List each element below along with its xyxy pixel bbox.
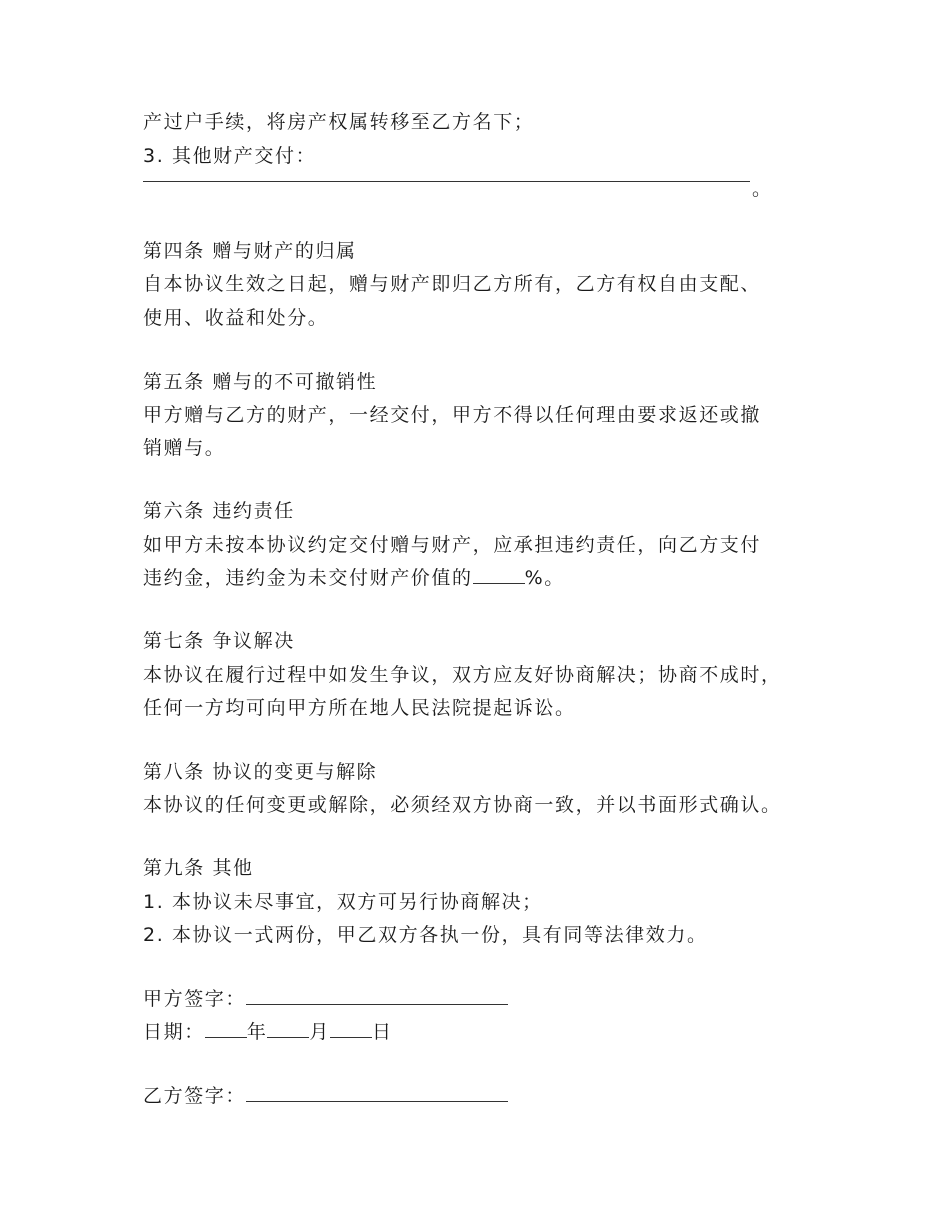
article-5-title: 第五条 赠与的不可撤销性 (143, 371, 378, 393)
party-b-signature-blank[interactable] (246, 1083, 508, 1102)
article-5-text-1: 甲方赠与乙方的财产，一经交付，甲方不得以任何理由要求返还或撤 (143, 404, 762, 426)
transfer-clause-text: 产过户手续，将房产权属转移至乙方名下； (143, 111, 535, 133)
percent-sign: %。 (524, 567, 565, 589)
article-6-text-2 (143, 565, 565, 591)
month-label: 月 (309, 1021, 331, 1043)
day-blank[interactable] (330, 1019, 372, 1038)
article-7-text-2: 任何一方均可向甲方所在地人民法院提起诉讼。 (143, 697, 576, 719)
party-b-signature-label: 乙方签字： (143, 1085, 247, 1107)
party-a-signature-label: 甲方签字： (143, 988, 247, 1010)
month-blank[interactable] (267, 1019, 309, 1038)
article-7-text-1: 本协议在履行过程中如发生争议，双方应友好协商解决；协商不成时， (143, 664, 782, 686)
party-a-signature-row (143, 986, 508, 1012)
article-8-title: 第八条 协议的变更与解除 (143, 761, 378, 783)
article-7-title: 第七条 争议解决 (143, 630, 295, 652)
article-9-title: 第九条 其他 (143, 857, 254, 879)
article-4-text-1: 自本协议生效之日起，赠与财产即归乙方所有，乙方有权自由支配、 (143, 273, 762, 295)
article-8-text-1: 本协议的任何变更或解除，必须经双方协商一致，并以书面形式确认。 (143, 794, 782, 816)
year-label: 年 (246, 1021, 268, 1043)
end-period: 。 (752, 178, 772, 200)
party-a-signature-blank[interactable] (246, 986, 508, 1005)
article-9-item-1: 1. 本协议未尽事宜，双方可另行协商解决； (143, 891, 543, 913)
penalty-text: 违约金，违约金为未交付财产价值的 (143, 567, 473, 589)
party-b-signature-row (143, 1083, 508, 1109)
article-4-title: 第四条 赠与财产的归属 (143, 240, 357, 262)
article-5-text-2: 销赠与。 (143, 437, 226, 459)
date-row (143, 1019, 393, 1045)
date-label: 日期： (143, 1021, 205, 1043)
article-4-text-2: 使用、收益和处分。 (143, 307, 329, 329)
year-blank[interactable] (205, 1019, 247, 1038)
other-property-item: 3. 其他财产交付： (143, 145, 317, 167)
article-9-item-2: 2. 本协议一式两份，甲乙双方各执一份，具有同等法律效力。 (143, 924, 708, 946)
other-property-blank[interactable] (143, 181, 750, 182)
day-label: 日 (372, 1021, 393, 1043)
penalty-percent-blank[interactable] (473, 565, 525, 584)
article-6-title: 第六条 违约责任 (143, 500, 295, 522)
article-6-text-1: 如甲方未按本协议约定交付赠与财产，应承担违约责任，向乙方支付 (143, 534, 762, 556)
